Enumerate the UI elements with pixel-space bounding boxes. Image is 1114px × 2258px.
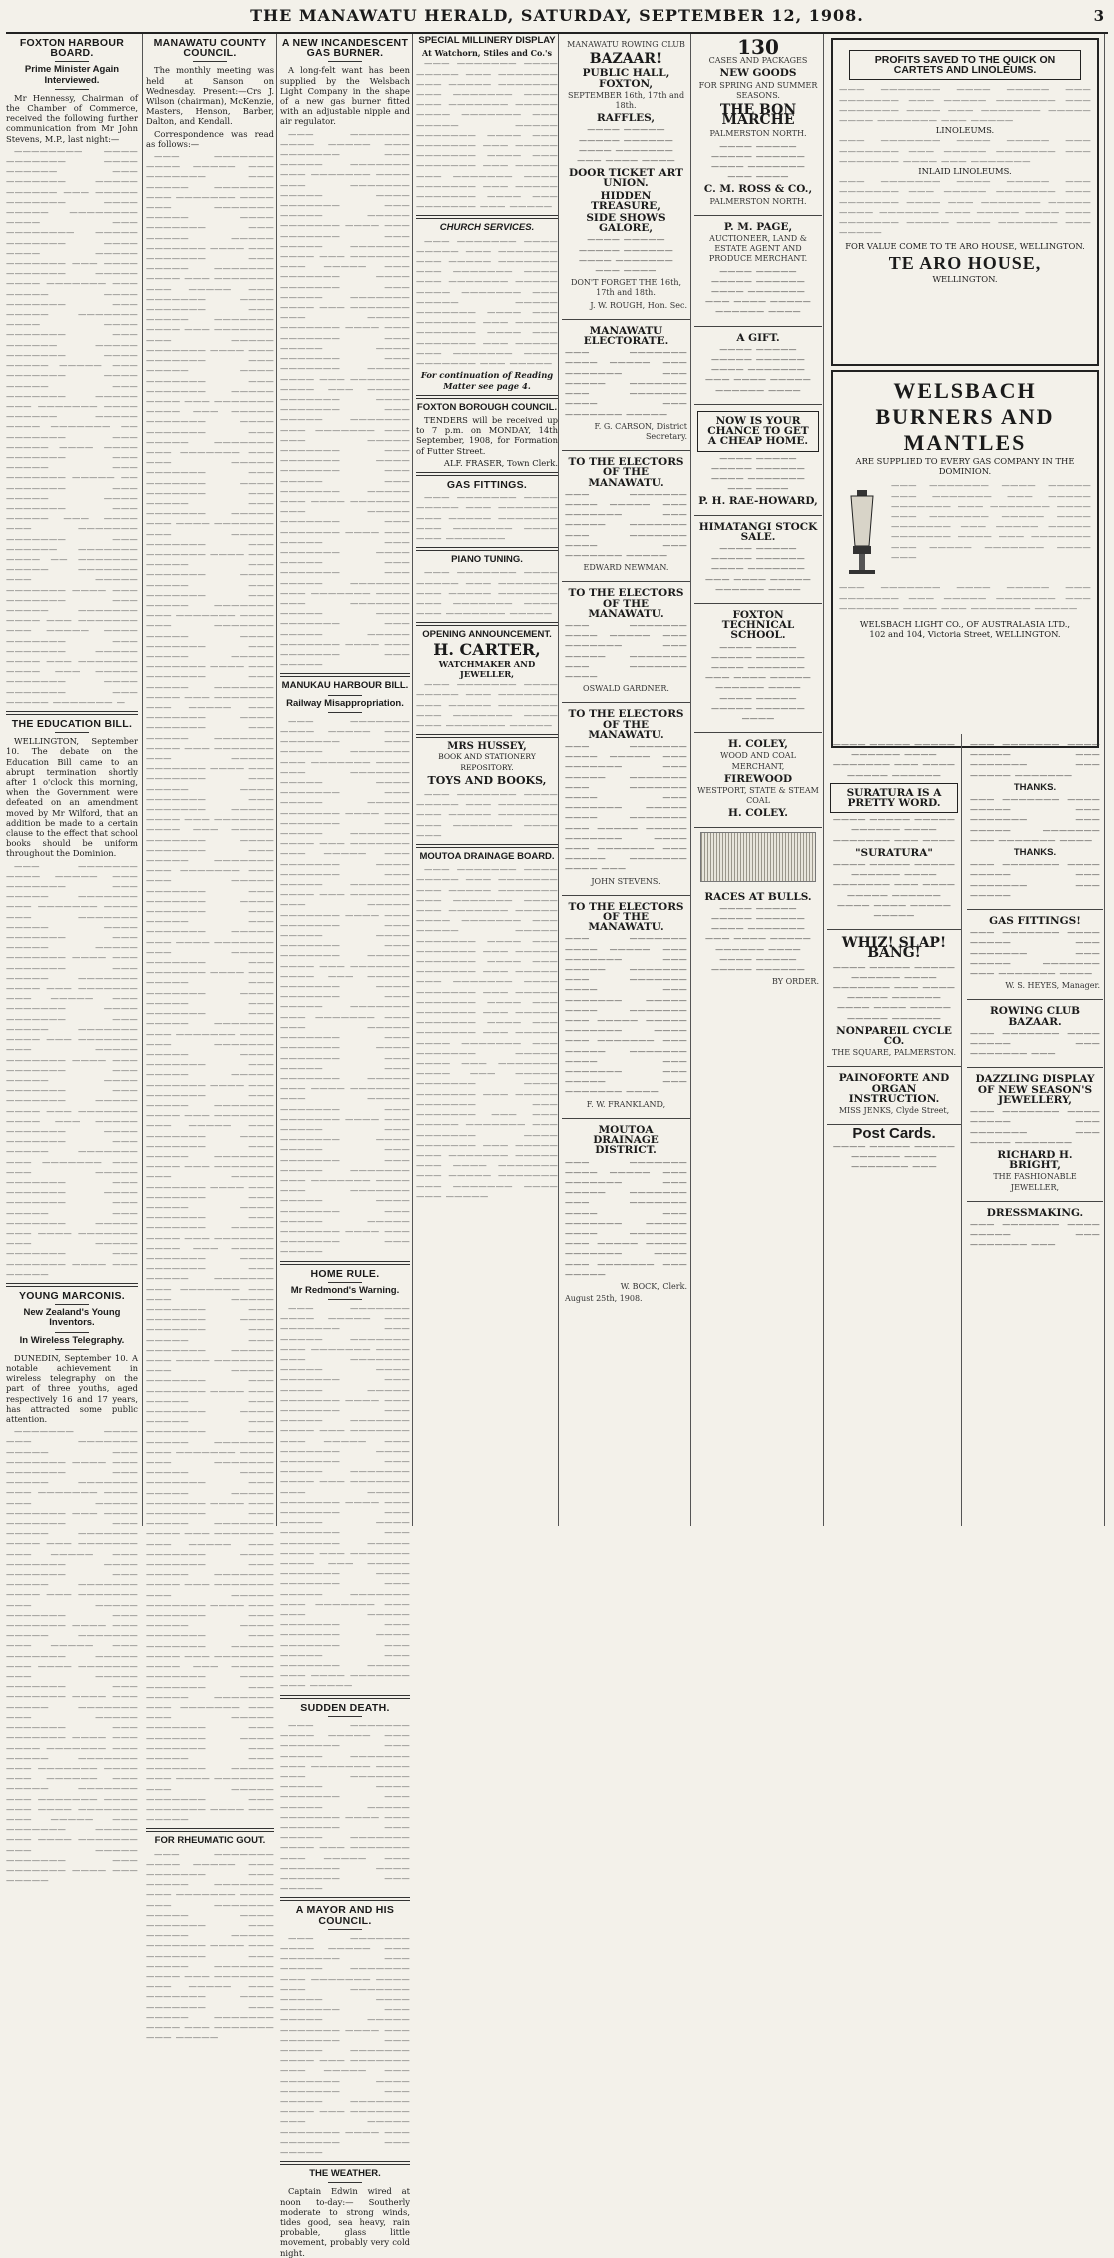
rowing-bazaar: ROWING CLUB BAZAAR. [990,1005,1080,1028]
bright-trade: THE FASHIONABLE JEWELLER, [993,1172,1077,1192]
hidden-treasure: HIDDEN TREASURE, [591,189,661,212]
coley-name-2: H. COLEY. [728,807,788,820]
thanks-1: THANKS. [1013,781,1057,793]
headline-mayor-council: A MAYOR AND HIS COUNCIL. [295,1904,395,1927]
nonpareil: NONPAREIL CYCLE CO. [836,1024,952,1048]
subhead-nz-inventors: New Zealand's Young Inventors. [23,1307,121,1329]
signature-bock: W. BOCK, Clerk. [620,1281,687,1291]
signature-newman: EDWARD NEWMAN. [583,563,669,573]
column-4: SPECIAL MILLINERY DISPLAY At Watchorn, Stiles and Co.'s ——— ——————— ———— ————— ——— ——————— ——— ————— ——————— ——— ——————— ———— ——— ——————— ————— ———— ——————— ——— ————— ————— ——————— ———— ——— ——————— ——— ————— ——————— ———— ——— ——————— ——— ————— ——— ——————— ———— ——————— ——— ————— ——————— ———— ——— ——————— ——— ————— CHURCH SERVICES. ——— ——————— ———— ————— ——— ——————— ——— ————— ——————— ——— ——————— ———— ——— ——————— ————— ———— ——————— ——— ————— ————— ——————— ———— ——— ——————— ——— ————— ——————— ———— ——— ——————— ——— ————— ——— ——————— ———— ——————— ——— ————— For continuation of Reading Matter see page 4. FOXTON BOROUGH COUNCIL. TENDERS will be received up to 7 p.m. on MONDAY, 14th September, 1908, for Formation of Futter Street. ALF. FRASER, Town Clerk. GAS FITTINGS. ——— ——————— ———— ————— ——— ——————— ——— ————— ——————— ——— ——————— ———— ——— ——————— PIANO TUNING. ——— ——————— ———— ————— ——— ——————— ——— ————— ——————— ——— ——————— ———— ——— ——————— ————— OPENING ANNOUNCEMENT. H. CARTER, WATCHMAKER AND JEWELLER, ——— ——————— ———— ————— ——— ——————— ——— ————— ——————— ——— ——————— ———— ——— ——————— ————— MRS HUSSEY, BOOK AND STATIONERY REPOSITORY. TOYS AND BOOKS, ——— ——————— ———— ————— ——— ——————— ——— ————— ——————— ——— ——————— ———— ——— MOUTOA DRAINAGE BOARD. ——— ——————— ———— ————— ——— ——————— ——— ————— ——————— ——— ——————— ———— ——— ——————— ————— ———— ——————— ——— ————— ————— ——————— ———— ——— ——————— ——— ————— ——————— ———— ——— ——————— ——— ————— ——— ——————— ———— ——————— ——— ————— ——————— ———— ——— ——————— ——— ————— ——————— ———— ——— ——————— ——— ————— ———— ——————— ——— ——————— ————— ———— ——— ——————— ———— ——— ————— ——————— ———— ——————— ——— ————— ——————— ——— ——————— ——— ——— ————— ——————— ——— ——————— ———— ——————— ——— ————— ——— ——————— ————— ——— ———— ——————— ——— ————— ——————— ——— ——————— ———— ——— ————— [416,35,558,1201]
column-1: FOXTON HARBOUR BOARD. Prime Minister Again Interviewed. Mr Hennessy, Chairman of the Chamber of Commerce, received the following further communication from Mr John Stevens, M.P., last night:— ———————— ———— ——————— ———— —————— ——— ——————— ————— —————— ——— ————— ——————— ———— ————— ———————— ———— ——— ———————— ————— ——————— ———— ———— ————— ——————— ——— ———— ——————— ————— ———— ——————— ——— ————— ———— ——————— ——— ————— ——————— ———— ———— ——————— ——— —————— ————— ——————— ———— ————— ————— ——— ——————— ———— ————— ——— ——————— ————— ——— ——————— ———— —————— ————— ———— ——————— —— ——————— ——— ————— ———— ———— ——————— ——— ————— ——— ——————— ————— —— ——————— ——— ————— ———— ——————— ——— ————— ——— ———— ——— ——————— ——————— ——— —————— ——————— ———— —— ——————— ————— ——————— ——— ————— ——————— ———— ——— ——————— ——— ————— ——————— ———— ——— ——————— ——— ————— ———— ——————— ——— ——————— ————— ———— ——— ——————— ———— ——— ————— ——————— ———— ——————— ——— ————— ——————— — THE EDUCATION BILL. WELLINGTON, September 10. The debate on the Education Bill came to an abrupt termination shortly after 1 o'clock this morning, when the Government were defeated on an amendment moved by Mr Wilford, that an addition be made to a certain clause to the effect that school books should be uniform throughout the Dominion. ——— ——————— ———— ————— ——— ——————— ——— ————— ——————— ——— ——————— ———— ——— ——————— ————— ———— ——————— ——— ————— ————— ——————— ———— ——— ——————— ——— ————— ——————— ———— ——— ——————— ——— ————— ——— ——————— ———— ——————— ——— ————— ——————— ———— ——— ——————— ——— ————— ——————— ———— ——— ——————— ——— ————— ———— ——————— ——— ——————— ————— ———— ——— ——————— ———— ——— ————— ——————— ———— ——————— ——— ————— ——————— ——— ——————— ——— ——— ————— ——————— ——— ——————— ———— ——————— ——— ————— ——— ——————— ————— ——— ———— ——————— ——— ————— ——————— ——— ——————— ———— ——— ————— YOUNG MARCONIS. New Zealand's Young Inventors. In Wireless Telegraphy. DUNEDIN, September 10. A notable achievement in wireless telegraphy on the part of three youths, aged respectively 16 and 17 years, has attracted some public attention. ——————— ———— ——— ——————— ————— ——— ——————— ———— ——— ——————— ——— ————— ——————— ——— ——————— ———— ——— ————— ——————— ——— ———— ——————— ——— ————— ——————— ———— ——— ——————— ——— ————— ——— ——————— ———— ——————— ——— ————— ——————— ———— ——— ——————— ——— ————— ——————— ——— ——————— ———— ——— ————— ——————— ——— ————— ——— ——————— ————— ——— ———— ——————— ——— ————— ——————— ——— ——————— ———— ——— ————— ——————— ——— ————— ——————— ——— ——————— ———— ——— ———— ——————— ——— ————— ——————— ——— ——————— ———— ——— —————— ——— ————— ——————— ——— ——————— ———— ——— ———— ——————— ——— ————— ——— ——————— ————— ——— ———— ——————— ——— ————— ——————— ——— ——————— ———— ——— ————— [6,37,138,1886]
page-name: P. M. PAGE, [723,220,793,233]
firewood: FIREWOOD [723,772,793,785]
inlaid-linoleums: INLAID LINOLEUMS. [918,166,1012,177]
signature-gardner: OSWALD GARDNER. [583,684,669,694]
coley-trade: WOOD AND COAL MERCHANT, [720,751,796,771]
toys-books: TOYS AND BOOKS, [427,773,547,787]
masthead [6,4,1108,34]
continuation-note: For continuation of Reading Matter see page 4. [420,370,554,391]
headline-rheumatic-gout: FOR RHEUMATIC GOUT. [154,1835,266,1847]
masthead-title: THE MANAWATU HERALD, SATURDAY, SEPTEMBER 12, 1908. [250,6,864,25]
signature-carson: F. G. CARSON, District Secretary. [594,421,687,441]
spring-summer: FOR SPRING AND SUMMER SEASONS. [698,80,818,100]
headline-borough-council: FOXTON BOROUGH COUNCIL. [416,401,558,413]
technical-school: FOXTON TECHNICAL SCHOOL. [721,608,795,642]
richard-bright: RICHARD H. BRIGHT, [997,1148,1073,1172]
millinery-location: At Watchorn, Stiles and Co.'s [422,48,552,59]
ross-place: PALMERSTON NORTH. [709,196,807,206]
weather-report: Captain Edwin wired at noon to-day:— Southerly moderate to strong winds, tides good, sea heavy, rain probable, glass little movement, probably very cold night. [280,2186,410,2258]
bazaar-title: BAZAAR! [589,51,663,68]
hussey-name: MRS HUSSEY, [447,741,527,753]
to-electors-1: TO THE ELECTORS OF THE MANAWATU. [568,456,684,489]
dressmaking: DRESSMAKING. [986,1206,1084,1219]
cases-packages: CASES AND PACKAGES [708,56,808,66]
palmerston-north: PALMERSTON NORTH. [709,129,807,139]
subhead-prime-minister: Prime Minister Again Interviewed. [24,64,120,86]
by-order: BY ORDER. [772,977,819,987]
te-aro-house: TE ARO HOUSE, [888,252,1042,273]
article-paragraph: A long-felt want has been supplied by the Welsbach Light Company in the shape of a new gas burner fitted with an adjustable nipple and air regulator. [280,65,410,127]
raffles: RAFFLES, [596,112,656,125]
article-paragraph: DUNEDIN, September 10. A notable achievement in wireless telegraphy on the part of three youths, aged respectively 16 and 17 years, has attracted some public attention. [6,1352,138,1424]
moutoa-district: MOUTOA DRAINAGE DISTRICT. [593,1123,659,1157]
gas-lamp-icon [839,486,885,576]
headline-home-rule: HOME RULE. [310,1267,380,1280]
headline-foxton-harbour: FOXTON HARBOUR BOARD. [19,37,125,60]
bazaar-club: MANAWATU ROWING CLUB [567,40,685,49]
carpets-advert: PROFITS SAVED TO THE QUICK ON CARTETS AND LINOLEUMS. ——— ——————— ———— ————— ——— ——————— ——— ————— ——————— ——— ——————— ———— ——— ——————— ————— ———— ——————— ——— ————— LINOLEUMS. ——— ——————— ———— ————— ——— ——————— ——— ————— ——————— ——— ——————— ———— ——— ——————— INLAID LINOLEUMS. ——— ——————— ———— ————— ——— ——————— ——— ————— ——————— ——— ——————— ———— ——— ——————— ————— ———— ——————— ——— ————— ———— ——— ——————— ————— ———— ——————— ——— ————— FOR VALUE COME TO TE ARO HOUSE, WELLINGTON. TE ARO HOUSE, WELLINGTON. [831,38,1099,366]
a-gift: A GIFT. [736,331,780,344]
miss-jenks: MISS JENKS, Clyde Street, [838,1106,950,1116]
headline-opening: OPENING ANNOUNCEMENT. [422,629,552,641]
suratura-name: "SURATURA" [855,846,933,859]
column-7 [827,34,1103,1526]
suratura-box: SURATURA IS A PRETTY WORD. [830,783,958,813]
rae-howard: P. H. RAE-HOWARD, [698,495,818,508]
headline-church: CHURCH SERVICES. [439,222,535,234]
dazzling-display: DAZZLING DISPLAY OF NEW SEASON'S JEWELLERY, [975,1073,1095,1106]
gas-fittings-2: GAS FITTINGS! [989,915,1081,928]
value-line: FOR VALUE COME TO TE ARO HOUSE, WELLINGTON. [845,241,1085,252]
subhead-redmond: Mr Redmond's Warning. [290,1284,400,1296]
profits-headline: PROFITS SAVED TO THE QUICK ON CARTETS AND LINOLEUMS. [849,50,1081,80]
hussey-trade: BOOK AND STATIONERY REPOSITORY. [438,752,536,772]
welsbach-supplied: ARE SUPPLIED TO EVERY GAS COMPANY IN THE DOMINION. [855,456,1075,477]
column-7a: ———— ————— ————— —————— ———— ——————— ——— ———— ————— —————— SURATURA IS A PRETTY WORD. ———— ————— ————— —————— ———— ——————— ——— ———— "SURATURA" ———— ————— ————— —————— ———— ——————— ——— ———— ————— —————— ———— ———— ————— ————— WHIZ! SLAP! BANG! ———— ————— ————— —————— ———— ——————— ——— ———— ————— —————— ———— ———— ————— ————— —————— NONPAREIL CYCLE CO. THE SQUARE, PALMERSTON. PAINOFORTE AND ORGAN INSTRUCTION. MISS JENKS, Clyde Street, Post Cards. ———— ————— ————— —————— ———— ——————— ——— [827,734,962,1526]
page-number: 3 [1093,7,1104,25]
to-electors-3: TO THE ELECTORS OF THE MANAWATU. [568,708,684,741]
bazaar-dates: SEPTEMBER 16th, 17th and 18th. [567,90,685,111]
column-5: MANAWATU ROWING CLUB BAZAAR! PUBLIC HALL, FOXTON, SEPTEMBER 16th, 17th and 18th. RAFFLES, ———— ————— ————— —————— ———— ——————— ——— ———— ———— DOOR TICKET ART UNION. HIDDEN TREASURE, SIDE SHOWS GALORE, ———— ————— ————— —————— ———— ——————— ——— ———— DON'T FORGET THE 16th, 17th and 18th. J. W. ROUGH, Hon. Sec. MANAWATU ELECTORATE. ——— ——————— ———— ————— ——— ——————— ——— ————— ——————— ——— ——————— ———— ——— ——————— ————— F. G. CARSON, District Secretary. TO THE ELECTORS OF THE MANAWATU. ——— ——————— ———— ————— ——— ——————— ——— ————— ——————— ——— ——————— ———— ——— ——————— ————— EDWARD NEWMAN. TO THE ELECTORS OF THE MANAWATU. ——— ——————— ———— ————— ——— ——————— ——— ————— ——————— ——— ——————— ———— OSWALD GARDNER. TO THE ELECTORS OF THE MANAWATU. ——— ——————— ———— ————— ——— ——————— ——— ————— ——————— ——— ——————— ———— ——— ——————— ————— ———— ——————— ——— ————— ————— ——————— ———— ——— ——————— ——— ————— ——————— ———— ——— JOHN STEVENS. TO THE ELECTORS OF THE MANAWATU. ——— ——————— ———— ————— ——— ——————— ——— ————— ——————— ——— ——————— ———— ——— ——————— ————— ———— ——————— ——— ————— ————— ——————— ———— ——— ——————— ——— ————— ——————— ———— ——— ——————— ——— ————— ——— ——————— ———— F. W. FRANKLAND, MOUTOA DRAINAGE DISTRICT. ——— ——————— ———— ————— ——— ——————— ——— ————— ——————— ——— ——————— ———— ——— ——————— ————— ———— ——————— ——— ————— ————— ——————— ———— ——— ——————— ——— ————— W. BOCK, Clerk. August 25th, 1908. [562,34,690,1526]
bazaar-venue: PUBLIC HALL, FOXTON, [582,67,670,90]
door-ticket: DOOR TICKET ART UNION. [569,167,683,190]
welsbach-headline: WELSBACH BURNERS AND MANTLES [875,378,1055,455]
article-paragraph: Correspondence was read as follows:— [146,128,274,149]
date-august: August 25th, 1908. [565,1294,643,1304]
piano-instruction: PAINOFORTE AND ORGAN INSTRUCTION. [838,1072,950,1105]
headline-weather: THE WEATHER. [309,2168,381,2180]
signature-stevens: JOHN STEVENS. [591,876,661,886]
column-7b: ——— ——————— ———— ————— ——— ——————— ——— ————— ——————— THANKS. ——— ——————— ———— ————— ——— ——————— ——— ————— ——————— ——— ——————— ———— THANKS. ——— ——————— ———— ————— ——— ——————— ——— ————— GAS FITTINGS! ——— ——————— ———— ————— ——— ——————— ——— ————— ——————— ——— ——————— ———— W. S. HEYES, Manager. ROWING CLUB BAZAAR. ——— ——————— ———— ————— ——— ——————— ——— DAZZLING DISPLAY OF NEW SEASON'S JEWELLERY, ——— ——————— ———— ————— ——— ——————— ——— ————— ——————— RICHARD H. BRIGHT, THE FASHIONABLE JEWELLER, DRESSMAKING. ——— ——————— ———— ————— ——— ——————— ——— [967,734,1103,1526]
train-engraving [700,832,816,882]
heyes-manager: W. S. HEYES, Manager. [1005,981,1100,991]
himatangi-sale: HIMATANGI STOCK SALE. [698,520,818,543]
signature-rough: J. W. ROUGH, Hon. Sec. [590,300,687,310]
headline-gas-fittings: GAS FITTINGS. [446,478,528,491]
headline-education-bill: THE EDUCATION BILL. [11,718,133,730]
side-shows: SIDE SHOWS GALORE, [586,212,666,235]
ross-co: C. M. ROSS & CO., [703,183,813,196]
races-at-bulls: RACES AT BULLS. [704,890,812,903]
subhead-wireless: In Wireless Telegraphy. [19,1334,125,1346]
dont-forget: DON'T FORGET THE 16th, 17th and 18th. [570,278,682,298]
welsbach-address: 102 and 104, Victoria Street, WELLINGTON. [869,629,1061,640]
whiz-slap-bang: WHIZ! SLAP! BANG! [841,935,947,962]
the-square: THE SQUARE, PALMERSTON. [831,1048,957,1058]
number-130: 130 [737,35,779,59]
signature-fraser: ALF. FRASER, Town Clerk. [443,457,558,468]
subhead-railway: Railway Misappropriation. [286,697,404,709]
article-paragraph: WELLINGTON, September 10. The debate on the Education Bill came to an abrupt termination shortly after 1 o'clock this morning, when the Government were defeated on an amendment moved by Mr Wilford, that an addition be made to a certain clause to the effect that school books should be uniform throughout the Dominion. [6,736,138,859]
coley-name: H. COLEY, [728,738,788,751]
headline-manukau: MANUKAU HARBOUR BILL. [281,680,409,692]
headline-millinery: SPECIAL MILLINERY DISPLAY [418,35,556,46]
welsbach-ltd: WELSBACH LIGHT CO., OF AUSTRALASIA LTD., [859,619,1071,630]
page-trade: AUCTIONEER, LAND & ESTATE AGENT AND PRODUCE MERCHANT. [708,234,808,264]
tender-notice: TENDERS will be received up to 7 p.m. on MONDAY, 14th September, 1908, for Formation of Futter Street. [416,414,558,456]
carter-name: H. CARTER, [433,639,541,659]
cheap-home-box: NOW IS YOUR CHANCE TO GET A CHEAP HOME. [697,411,819,452]
te-aro-city: WELLINGTON. [932,273,998,284]
signature-frankland: F. W. FRANKLAND, [586,1099,666,1109]
electorate-title: MANAWATU ELECTORATE. [583,324,669,348]
carter-trade: WATCHMAKER AND JEWELLER, [438,658,536,679]
thanks-2: THANKS. [1013,847,1057,859]
westport-coal: WESTPORT, STATE & STEAM COAL [697,785,819,806]
headline-piano-tuning: PIANO TUNING. [451,554,523,566]
welsbach-advert: WELSBACH BURNERS AND MANTLES ARE SUPPLIED TO EVERY GAS COMPANY IN THE DOMINION. ——— ——————— ———— ————— ——— ——————— ——— ————— ——————— ——— ——————— ———— ——— ——————— ————— ———— ——————— ——— ————— ————— ——————— ———— ——— ——————— ——— ————— ——————— ———— ——— ——— ——————— ———— ————— ——— ——————— ——— ————— ——————— ——— ——————— ———— ——— ——————— ————— WELSBACH LIGHT CO., OF AUSTRALASIA LTD., 102 and 104, Victoria Street, WELLINGTON. [831,370,1099,748]
linoleums: LINOLEUMS. [935,125,995,136]
column-2: MANAWATU COUNTY COUNCIL. The monthly meeting was held at Sanson on Wednesday. Present:—Crs J. Wilson (chairman), McKenzie, Masters, Henson, Barber, Dalton, and Kendall. Correspondence was read as follows:— ——— ——————— ———— ————— ——— ——————— ——— ————— ——————— ——— ——————— ———— ——— ——————— ————— ———— ——————— ——— ————— ————— ——————— ———— ——— ——————— ——— ————— ——————— ———— ——— ——————— ——— ————— ——— ——————— ———— ——————— ——— ————— ——————— ———— ——— ——————— ——— ————— ——————— ———— ——— ——————— ——— ————— ———— ——————— ——— ——————— ————— ———— ——— ——————— ———— ——— ————— ——————— ———— ——————— ——— ————— ——————— ——— ——————— ——— ——— ————— ——————— ——— ——————— ———— ——————— ——— ————— ——— ——————— ————— ——— ———— ——————— ——— ————— ——————— ——— ——————— ———— ——— ————— ——— ——————— ———— ————— ——— ——————— ——— ————— ——————— ——— ——————— ———— ——— ——————— ————— ———— ——————— ——— ————— ————— ——————— ———— ——— ——————— ——— ————— ——————— ———— ——— ——————— ——— ————— ——— ——————— ———— ——————— ——— ————— ——————— ———— ——— ——————— ——— ————— ——————— ———— ——— ——————— ——— ————— ———— ——————— ——— ——————— ————— ———— ——— ——————— ———— ——— ————— ——————— ———— ——————— ——— ————— ——————— ——— ——————— ——— ——— ————— ——————— ——— ——————— ———— ——————— ——— ————— ——— ——————— ————— ——— ———— ——————— ——— ————— ——————— ——— ——————— ———— ——— ————— ——— ——————— ———— ————— ——— ——————— ——— ————— ——————— ——— ——————— ———— ——— ——————— ————— ———— ——————— ——— ————— ————— ——————— ———— ——— ——————— ——— ————— ——————— ———— ——— ——————— ——— ————— ——— ——————— ———— ——————— ——— ————— ——————— ———— ——— ——————— ——— ————— ——————— ———— ——— ——————— ——— ————— ———— ——————— ——— ——————— ————— ———— ——— ——————— ———— ——— ————— ——————— ———— ——————— ——— ————— ——————— ——— ——————— ——— ——— ————— ——————— ——— ——————— ———— ——————— ——— ————— ——— ——————— ————— ——— ———— ——————— ——— ————— ——————— ——— ——————— ———— ——— ————— ——— ——————— ———— ————— ——— ——————— ——— ————— ——————— ——— ——————— ———— ——— ——————— ————— ———— ——————— ——— ————— ————— ——————— ———— ——— ——————— ——— ————— ——————— ———— ——— ——————— ——— ————— ——— ——————— ———— ——————— ——— ————— ——————— ———— ——— ——————— ——— ————— ——————— ———— ——— ——————— ——— ————— ———— ——————— ——— ——————— ————— ———— ——— ——————— ———— ——— ————— ——————— ———— ——————— ——— ————— ——————— ——— ——————— ——— ——— ————— ——————— ——— ——————— ———— ——————— ——— ————— ——— ——————— ————— ——— ———— ——————— ——— ————— ——————— ——— ——————— ———— ——— ————— FOR RHEUMATIC GOUT. ——— ——————— ———— ————— ——— ——————— ——— ————— ——————— ——— ——————— ———— ——— ——————— ————— ———— ——————— ——— ————— ————— ——————— ———— ——— ——————— ——— ————— ——————— ———— ——— ——————— ——— ————— ——— ——————— ———— ——————— ——— ————— ——————— ———— ——— ——————— ——— ————— [146,37,274,2043]
bon-marche: THE BON MARCHE [719,102,797,129]
column-3: A NEW INCANDESCENT GAS BURNER. A long-felt want has been supplied by the Welsbach Light Company in the shape of a new gas burner fitted with an adjustable nipple and air regulator. ——— ——————— ———— ————— ——— ——————— ——— ————— ——————— ——— ——————— ———— ——— ——————— ————— ———— ——————— ——— ————— ————— ——————— ———— ——— ——————— ——— ————— ——————— ———— ——— ——————— ——— ————— ——— ——————— ———— ——————— ——— ————— ——————— ———— ——— ——————— ——— ————— ——————— ———— ——— ——————— ——— ————— ———— ——————— ——— ——————— ————— ———— ——— ——————— ———— ——— ————— ——————— ———— ——————— ——— ————— ——————— ——— ——————— ——— ——— ————— ——————— ——— ——————— ———— ——————— ——— ————— ——— ——————— ————— ——— ———— ——————— ——— ————— ——————— ——— ——————— ———— ——— ————— ——— ——————— ———— ————— ——— ——————— ——— ————— ——————— ——— ——————— ———— ——— ——————— ————— ———— ——————— ——— ————— ————— ——————— ———— ——— ——————— ——— ————— MANUKAU HARBOUR BILL. Railway Misappropriation. ——— ——————— ———— ————— ——— ——————— ——— ————— ——————— ——— ——————— ———— ——— ——————— ————— ———— ——————— ——— ————— ————— ——————— ———— ——— ——————— ——— ————— ——————— ———— ——— ——————— ——— ————— ——— ——————— ———— ——————— ——— ————— ——————— ———— ——— ——————— ——— ————— ——————— ———— ——— ——————— ——— ————— ———— ——————— ——— ——————— ————— ———— ——— ——————— ———— ——— ————— ——————— ———— ——————— ——— ————— ——————— ——— ——————— ——— ——— ————— ——————— ——— ——————— ———— ——————— ——— ————— ——— ——————— ————— ——— ———— ——————— ——— ————— ——————— ——— ——————— ———— ——— ————— ——— ——————— ———— ————— ——— ——————— ——— ————— ——————— ——— ——————— ———— ——— ——————— ————— ———— ——————— ——— ————— ————— ——————— ———— ——— ——————— ——— ————— HOME RULE. Mr Redmond's Warning. ——— ——————— ———— ————— ——— ——————— ——— ————— ——————— ——— ——————— ———— ——— ——————— ————— ———— ——————— ——— ————— ————— ——————— ———— ——— ——————— ——— ————— ——————— ———— ——— ——————— ——— ————— ——— ——————— ———— ——————— ——— ————— ——————— ———— ——— ——————— ——— ————— ——————— ———— ——— ——————— ——— ————— ———— ——————— ——— ——————— ————— ———— ——— ——————— ———— ——— ————— ——————— ———— ——————— ——— ————— ——————— ——— ——————— ——— ——— ————— ——————— ——— ——————— ———— ——————— ——— ————— ——— ——————— ————— ——— ———— ——————— ——— ————— SUDDEN DEATH. ——— ——————— ———— ————— ——— ——————— ——— ————— ——————— ——— ——————— ———— ——— ——————— ————— ———— ——————— ——— ————— ————— ——————— ———— ——— ——————— ——— ————— ——————— ———— ——— ——————— ——— ————— ——— ——————— ———— ——————— ——— ————— A MAYOR AND HIS COUNCIL. ——— ——————— ———— ————— ——— ——————— ——— ————— ——————— ——— ——————— ———— ——— ——————— ————— ———— ——————— ——— ————— ————— ——————— ———— ——— ——————— ——— ————— ——————— ———— ——— ——————— ——— ————— ——— ——————— ———— ——————— ——— ————— ——————— ———— ——— ——————— ——— ————— ——————— ———— ——— ——————— ——— ————— THE WEATHER. Captain Edwin wired at noon to-day:— Southerly moderate to strong winds, tides good, sea heavy, rain probable, glass little movement, probably very cold night. [280,37,410,2258]
headline-young-marconis: YOUNG MARCONIS. [18,1289,125,1302]
to-electors-2: TO THE ELECTORS OF THE MANAWATU. [568,587,684,620]
headline-moutoa: MOUTOA DRAINAGE BOARD. [419,851,555,863]
post-cards: Post Cards. [852,1125,936,1143]
column-6: 130 CASES AND PACKAGES NEW GOODS FOR SPRING AND SUMMER SEASONS. THE BON MARCHE PALMERSTON NORTH. ———— ————— ————— —————— ———— ——————— ——— ———— C. M. ROSS & CO., PALMERSTON NORTH. P. M. PAGE, AUCTIONEER, LAND & ESTATE AGENT AND PRODUCE MERCHANT. ———— ————— ————— —————— ———— ——————— ——— ———— ————— —————— ———— A GIFT. ———— ————— ————— —————— ———— ——————— ——— ———— ————— —————— ———— NOW IS YOUR CHANCE TO GET A CHEAP HOME. ———— ————— ————— —————— ———— ——————— ——— ———— P. H. RAE-HOWARD, HIMATANGI STOCK SALE. ———— ————— ————— —————— ———— ——————— ——— ———— ————— —————— ———— FOXTON TECHNICAL SCHOOL. ———— ————— ————— —————— ———— ——————— ——— ———— ————— —————— ———— ———— ————— ————— —————— ———— H. COLEY, WOOD AND COAL MERCHANT, FIREWOOD WESTPORT, STATE & STEAM COAL H. COLEY. RACES AT BULLS. ———— ————— ————— —————— ———— ——————— ——— ———— ————— —————— ———— ———— ————— ————— —————— BY ORDER. [694,34,822,1526]
headline-sudden-death: SUDDEN DEATH. [300,1701,390,1714]
new-goods: NEW GOODS [719,67,797,80]
headline-county-council: MANAWATU COUNTY COUNCIL. [153,37,267,60]
article-paragraph: Mr Hennessy, Chairman of the Chamber of Commerce, received the following further communication from Mr John Stevens, M.P., last night:— [6,92,138,144]
headline-gas-burner: A NEW INCANDESCENT GAS BURNER. [281,37,409,60]
to-electors-4: TO THE ELECTORS OF THE MANAWATU. [568,900,684,934]
article-paragraph: The monthly meeting was held at Sanson on Wednesday. Present:—Crs J. Wilson (chairman), McKenzie, Masters, Henson, Barber, Dalton, and Kendall. [146,65,274,127]
